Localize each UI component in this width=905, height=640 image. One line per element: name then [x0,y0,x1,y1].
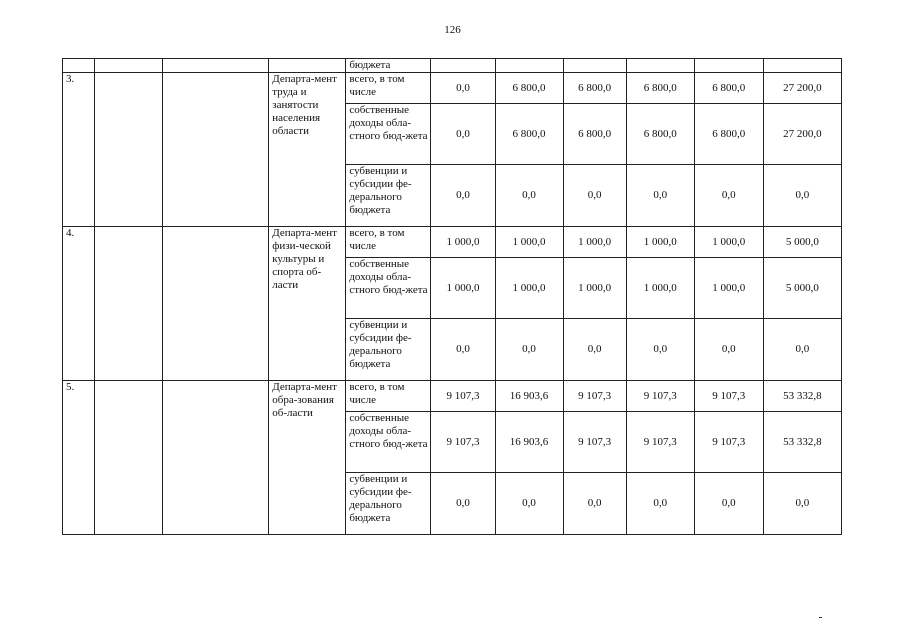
year-value-cell: 0,0 [431,319,495,381]
funding-type: субвенции и субсидии фе-дерального бюджета [346,473,431,535]
year-value-cell: 0,0 [495,319,563,381]
year-value-cell: 6 800,0 [626,73,694,104]
total-value-cell: 5 000,0 [763,227,841,258]
funding-type: субвенции и субсидии фе-дерального бюджета [346,319,431,381]
year-value-cell: 9 107,3 [431,412,495,473]
department-name: Департа-мент труда и занятости населения области [269,73,346,227]
year-value-cell: 1 000,0 [626,227,694,258]
year-value-cell: 0,0 [563,473,626,535]
table-row [63,73,842,104]
row-number: 4. [63,227,95,381]
year-value-cell: 9 107,3 [431,381,495,412]
year-value-cell: 0,0 [563,165,626,227]
total-value-cell: 53 332,8 [763,381,841,412]
funding-type: всего, в том числе [346,227,431,258]
row-number: 3. [63,73,95,227]
table-row [63,227,842,258]
continuation-label: бюджета [346,59,431,73]
year-value-cell: 0,0 [431,104,495,165]
col-2-cell [95,227,163,381]
total-value-cell: 27 200,0 [763,104,841,165]
year-value-cell: 9 107,3 [694,412,763,473]
funding-type: собственные доходы обла-стного бюд-жета [346,104,431,165]
year-value-cell: 0,0 [694,319,763,381]
scan-mark [819,617,822,618]
year-value-cell: 0,0 [626,473,694,535]
year-value-cell: 0,0 [563,319,626,381]
department-name: Департа-мент физи-ческой культуры и спорта об-ласти [269,227,346,381]
year-value-cell: 6 800,0 [495,104,563,165]
year-value-cell: 9 107,3 [694,381,763,412]
year-value-cell: 0,0 [431,473,495,535]
year-value-cell: 1 000,0 [495,227,563,258]
year-value-cell: 1 000,0 [626,258,694,319]
year-value-cell: 1 000,0 [563,258,626,319]
col-3-cell [163,381,269,535]
year-value-cell: 16 903,6 [495,381,563,412]
year-value-cell: 0,0 [431,165,495,227]
year-value-cell: 0,0 [495,165,563,227]
total-value-cell: 0,0 [763,319,841,381]
department-name: Департа-мент обра-зования об-ласти [269,381,346,535]
funding-type: всего, в том числе [346,73,431,104]
funding-type: субвенции и субсидии фе-дерального бюджета [346,165,431,227]
year-value-cell: 1 000,0 [563,227,626,258]
year-value-cell: 0,0 [626,319,694,381]
budget-table [62,58,842,535]
year-value-cell: 16 903,6 [495,412,563,473]
year-value-cell: 0,0 [694,165,763,227]
continuation-row [63,59,842,73]
year-value-cell: 9 107,3 [563,412,626,473]
col-3-cell [163,227,269,381]
year-value-cell: 6 800,0 [626,104,694,165]
funding-type: собственные доходы обла-стного бюд-жета [346,258,431,319]
col-3-cell [163,73,269,227]
page-number: 126 [444,24,461,36]
year-value-cell: 6 800,0 [563,73,626,104]
total-value-cell: 53 332,8 [763,412,841,473]
year-value-cell: 9 107,3 [626,381,694,412]
year-value-cell: 6 800,0 [694,73,763,104]
year-value-cell: 1 000,0 [431,227,495,258]
year-value-cell: 6 800,0 [694,104,763,165]
year-value-cell: 1 000,0 [694,227,763,258]
year-value-cell: 0,0 [495,473,563,535]
col-2-cell [95,73,163,227]
year-value-cell: 0,0 [626,165,694,227]
year-value-cell: 1 000,0 [431,258,495,319]
table-row [63,381,842,412]
funding-type: собственные доходы обла-стного бюд-жета [346,412,431,473]
col-2-cell [95,381,163,535]
total-value-cell: 0,0 [763,473,841,535]
year-value-cell: 9 107,3 [563,381,626,412]
year-value-cell: 6 800,0 [563,104,626,165]
year-value-cell: 9 107,3 [626,412,694,473]
year-value-cell: 1 000,0 [694,258,763,319]
funding-type: всего, в том числе [346,381,431,412]
year-value-cell: 0,0 [694,473,763,535]
total-value-cell: 0,0 [763,165,841,227]
total-value-cell: 27 200,0 [763,73,841,104]
row-number: 5. [63,381,95,535]
total-value-cell: 5 000,0 [763,258,841,319]
year-value-cell: 6 800,0 [495,73,563,104]
year-value-cell: 0,0 [431,73,495,104]
year-value-cell: 1 000,0 [495,258,563,319]
